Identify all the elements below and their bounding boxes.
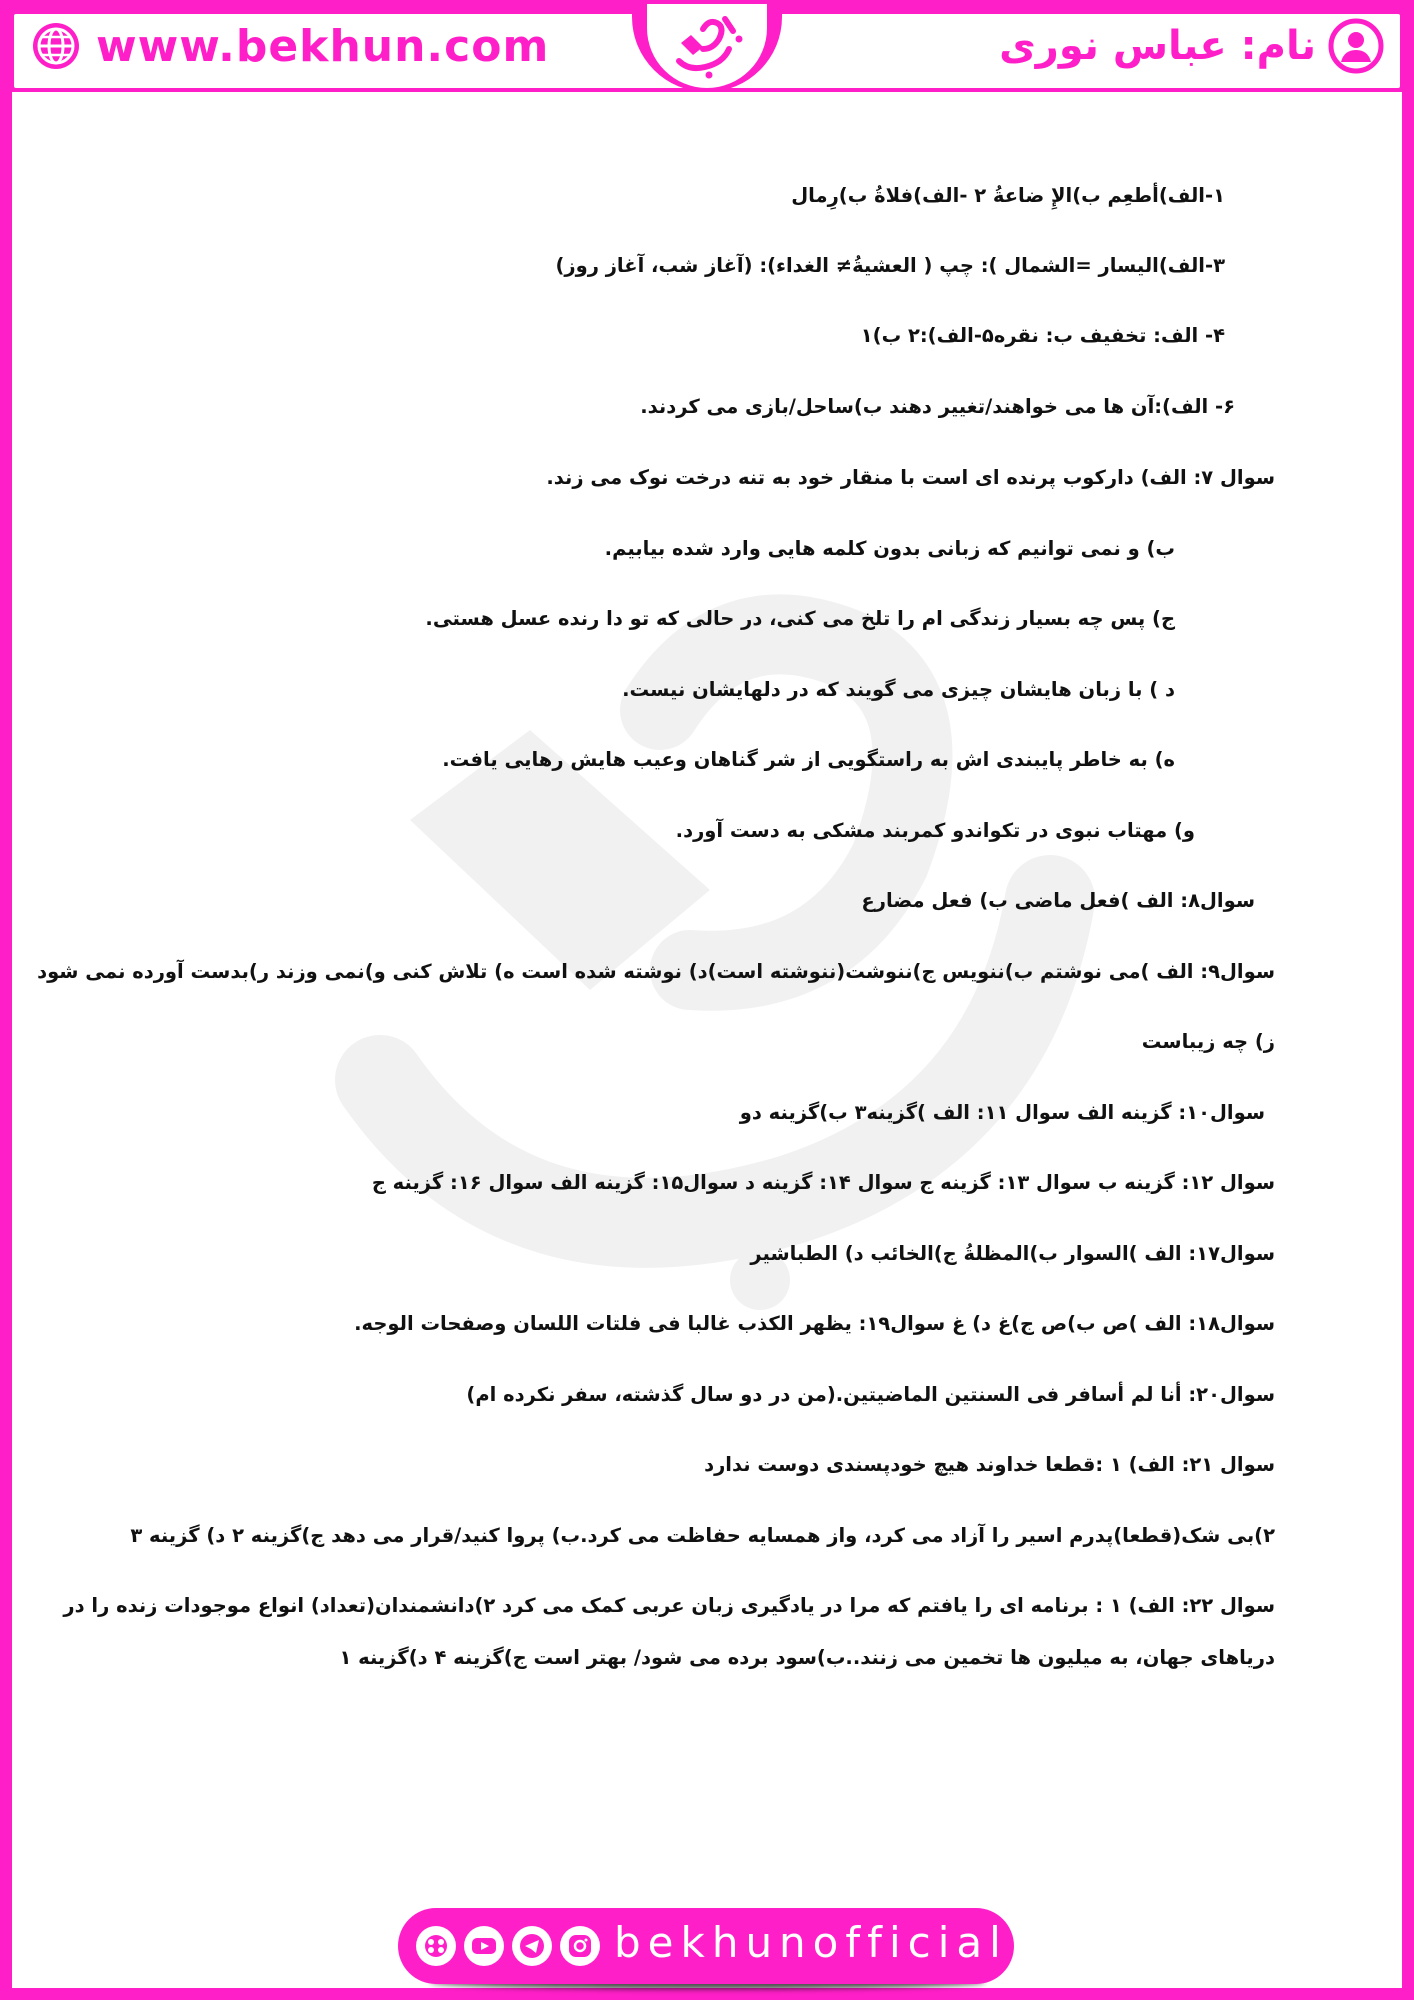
website-text: www.bekhun.com	[96, 20, 550, 72]
globe-icon	[30, 20, 82, 72]
footer-social-bar	[398, 1908, 1014, 1984]
answer-line: ه) به خاطر پایبندی اش به راستگویی از شر گناهان وعیب هایش رهایی یافت.	[442, 748, 1175, 771]
answer-line: سوال۱۷: الف )السوار ب)المظلةُ ج)الخائب د) الطباشیر	[750, 1242, 1275, 1265]
aparat-icon[interactable]	[416, 1926, 456, 1966]
answer-line: د ) با زبان هایشان چیزی می گویند که در دلهایشان نیست.	[622, 678, 1175, 701]
instagram-icon[interactable]	[560, 1926, 600, 1966]
answer-line: ۴- الف: تخفیف ب: نقره۵-الف):۲ ب)۱	[860, 324, 1225, 347]
answer-line: سوال۸: الف )فعل ماضی ب) فعل مضارع	[861, 889, 1255, 912]
answer-line: ۳-الف)الیسار =الشمال ): چپ ( العشیةُ≠ الغداء): (آغاز شب، آغاز روز)	[555, 254, 1225, 277]
answer-line: سوال ۷: الف) دارکوب پرنده ای است با منقار خود به تنه درخت نوک می زند.	[546, 466, 1275, 489]
answer-line: سوال۹: الف )می نوشتم ب)ننویس ج)ننوشت(ننوشته است)د) نوشته شده است ه) تلاش کنی و)نمی وزند ر)بدست آورده نمی شود	[37, 960, 1275, 983]
answer-line: ۲)بی شک(قطعا)پدرم اسیر را آزاد می کرد، واز همسایه حفاظت می کرد.ب) پروا کنید/قرار می دهد ج)گزینه ۲ د) گزینه ۳	[130, 1524, 1275, 1547]
answer-line: ب) و نمی توانیم که زبانی بدون کلمه هایی وارد شده بیابیم.	[604, 537, 1175, 560]
answer-line: ۱-الف)أطعِم ب)الإِ ضاعةُ ۲ -الف)فلاةُ ب)رِمال	[791, 184, 1225, 207]
user-icon	[1328, 18, 1384, 74]
answer-sheet	[37, 0, 1275, 1900]
answer-line: سوال۱۰: گزینه الف سوال ۱۱: الف )گزینه۳ ب)گزینه دو	[739, 1101, 1265, 1124]
answer-line: سوال ۲۲: الف) ۱ : برنامه ای را یافتم که مرا در یادگیری زبان عربی کمک می کرد ۲)دانشمندان(تعداد) انواع موجودات زنده را در	[63, 1594, 1275, 1617]
answer-line: سوال۱۸: الف )ص ب)ص ج)غ د) غ سوال۱۹: یظهر الکذب غالبا فی فلتات اللسان وصفحات الوجه.	[354, 1312, 1275, 1335]
answer-line: و) مهتاب نبوی در تکواندو کمربند مشکی به دست آورد.	[675, 819, 1195, 842]
answer-line: سوال ۱۲: گزینه ب سوال ۱۳: گزینه ج سوال ۱۴: گزینه د سوال۱۵: گزینه الف سوال ۱۶: گزینه ج	[371, 1171, 1275, 1194]
answer-line: سوال۲۰: أنا لم أسافر فی السنتین الماضیتین.(من در دو سال گذشته، سفر نکرده ام)	[466, 1383, 1275, 1406]
name-label: نام: عباس نوری	[999, 23, 1316, 69]
social-icons	[416, 1926, 600, 1966]
answer-line: ۶- الف):آن ها می خواهند/تغییر دهند ب)ساحل/بازی می کردند.	[640, 395, 1235, 418]
answer-line: ز) چه زیباست	[1141, 1030, 1275, 1053]
youtube-icon[interactable]	[464, 1926, 504, 1966]
answer-line: دریاهای جهان، به میلیون ها تخمین می زنند..ب)سود برده می شود/ بهتر است ج)گزینه ۴ د)گزینه ۱	[339, 1646, 1275, 1669]
telegram-icon[interactable]	[512, 1926, 552, 1966]
footer-handle[interactable]: bekhunofficial	[614, 1918, 1008, 1967]
answer-line: سوال ۲۱: الف) ۱ :قطعا خداوند هیچ خودپسندی دوست ندارد	[704, 1453, 1275, 1476]
answer-line: ج) پس چه بسیار زندگی ام را تلخ می کنی، در حالی که تو دا رنده عسل هستی.	[425, 607, 1175, 630]
